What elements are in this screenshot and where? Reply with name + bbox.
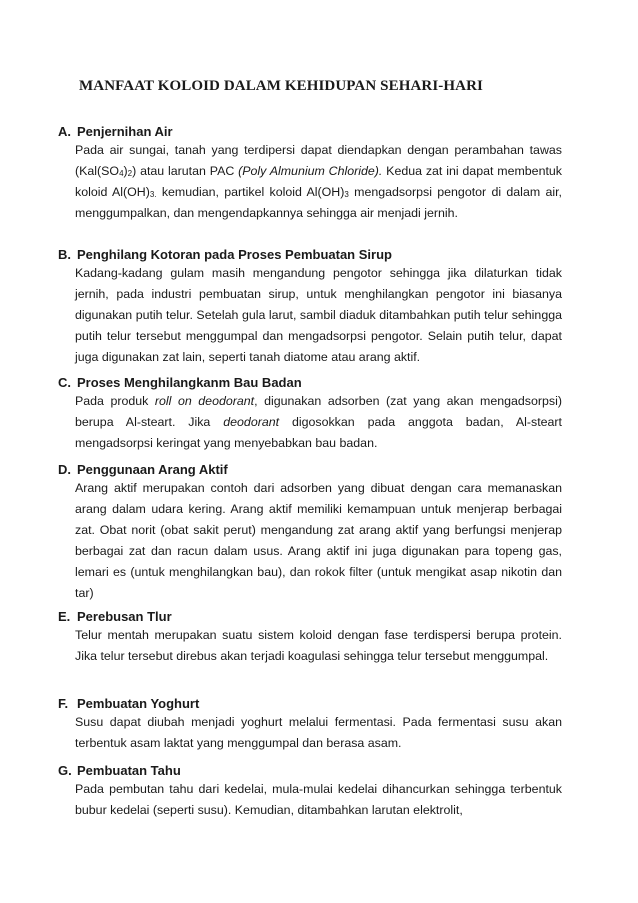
section-letter: B. bbox=[58, 247, 71, 262]
text-run: Kadang-kadang gulam masih mengandung pengotor sehingga jika dilaturkan tidak jernih, pada industri pembuatan sirup, untuk menghilangkan pengotor ini biasanya digunakan putih telur. Setelah gula larut, sambil diaduk ditambahkan putih telur sehingga putih telur tersebut menggumpal dan mengadsorpsi pengotor. Selain putih telur, dapat juga digunakan zat lain, seperti tanah diatome atau arang aktif. bbox=[75, 266, 562, 364]
text-run: Telur mentah merupakan suatu sistem koloid dengan fase terdispersi berupa protein. Jika telur tersebut direbus akan terjadi koagulasi sehingga telur tersebut menggumpal. bbox=[75, 628, 562, 663]
section-heading bbox=[58, 695, 562, 712]
section-letter: G. bbox=[58, 763, 72, 778]
section-heading bbox=[58, 123, 562, 140]
text-run: Pada produk bbox=[75, 394, 155, 408]
text-run: kemudian, partikel koloid Al(OH) bbox=[156, 185, 345, 199]
section-title: Proses Menghilangkanm Bau Badan bbox=[77, 375, 302, 390]
section-perebusan-telur bbox=[58, 608, 562, 667]
section-title: Perebusan Tlur bbox=[77, 609, 172, 624]
section-title: Penggunaan Arang Aktif bbox=[77, 462, 228, 477]
section-penghilang-kotoran bbox=[58, 246, 562, 368]
text-run: Kedua zat ini dapat membentuk koloid Al(OH) bbox=[75, 164, 562, 199]
section-arang-aktif bbox=[58, 461, 562, 604]
section-heading bbox=[58, 461, 562, 478]
section-penjernihan-air bbox=[58, 123, 562, 224]
section-paragraph bbox=[75, 140, 562, 224]
subscript: 2 bbox=[127, 169, 133, 178]
section-paragraph bbox=[75, 263, 562, 368]
section-paragraph bbox=[75, 391, 562, 454]
text-run: ) bbox=[123, 164, 128, 178]
section-title: Pembuatan Tahu bbox=[77, 763, 181, 778]
text-run: ) atau larutan PAC bbox=[132, 164, 239, 178]
section-letter: F. bbox=[58, 696, 69, 711]
section-title: Pembuatan Yoghurt bbox=[77, 696, 200, 711]
section-title: Penjernihan Air bbox=[77, 124, 173, 139]
section-paragraph bbox=[75, 625, 562, 667]
subscript: 3 bbox=[344, 190, 349, 199]
section-heading bbox=[58, 374, 562, 391]
section-paragraph bbox=[75, 478, 562, 604]
text-run: mengadsorpsi pengotor di dalam air, menggumpalkan, dan mengendapkannya sehingga air menjadi jernih. bbox=[75, 185, 562, 220]
section-paragraph bbox=[75, 712, 562, 754]
text-run: digosokkan pada anggota badan, Al-steart mengadsorpsi keringat yang menyebabkan bau badan. bbox=[75, 415, 562, 450]
section-letter: C. bbox=[58, 375, 71, 390]
italic-text: roll on deodorant bbox=[154, 394, 255, 408]
text-run: Pada air sungai, tanah yang terdipersi dapat diendapkan dengan perambahan tawas (Kal(SO bbox=[75, 143, 562, 178]
section-title: Penghilang Kotoran pada Proses Pembuatan Sirup bbox=[77, 247, 392, 262]
section-letter: A. bbox=[58, 124, 71, 139]
text-run: Susu dapat diubah menjadi yoghurt melalui fermentasi. Pada fermentasi susu akan terbentuk asam laktat yang menggumpal dan berasa asam. bbox=[75, 715, 562, 750]
section-paragraph bbox=[75, 779, 562, 821]
subscript: 4 bbox=[119, 169, 124, 178]
subscript: 3. bbox=[149, 190, 157, 199]
text-run: Arang aktif merupakan contoh dari adsorben yang dibuat dengan cara memanaskan arang dalam udara kering. Arang aktif memiliki kemampuan untuk menjerap berbagai zat. Obat norit (obat sakit perut) mengandung zat arang aktif yang berfungsi menjerap berbagai zat dan racun dalam usus. Arang aktif ini juga digunakan para topeng gas, lemari es (untuk menghilangkan bau), dan rokok filter (untuk mengikat asap nikotin dan tar) bbox=[75, 481, 562, 600]
italic-text: (Poly Almunium Chloride). bbox=[238, 164, 383, 178]
section-letter: E. bbox=[58, 609, 71, 624]
page-title: MANFAAT KOLOID DALAM KEHIDUPAN SEHARI-HARI bbox=[79, 78, 483, 94]
section-heading bbox=[58, 246, 562, 263]
section-tahu bbox=[58, 762, 562, 821]
section-yoghurt bbox=[58, 695, 562, 754]
section-letter: D. bbox=[58, 462, 71, 477]
section-heading bbox=[58, 608, 562, 625]
section-bau-badan bbox=[58, 374, 562, 454]
italic-text: deodorant bbox=[223, 415, 280, 429]
section-heading bbox=[58, 762, 562, 779]
text-run: Pada pembutan tahu dari kedelai, mula-mulai kedelai dihancurkan sehingga terbentuk bubur kedelai (seperti susu). Kemudian, ditambahkan larutan elektrolit, bbox=[75, 782, 562, 817]
text-run: , digunakan adsorben (zat yang akan mengadsorpsi) berupa Al-steart. Jika bbox=[75, 394, 562, 429]
